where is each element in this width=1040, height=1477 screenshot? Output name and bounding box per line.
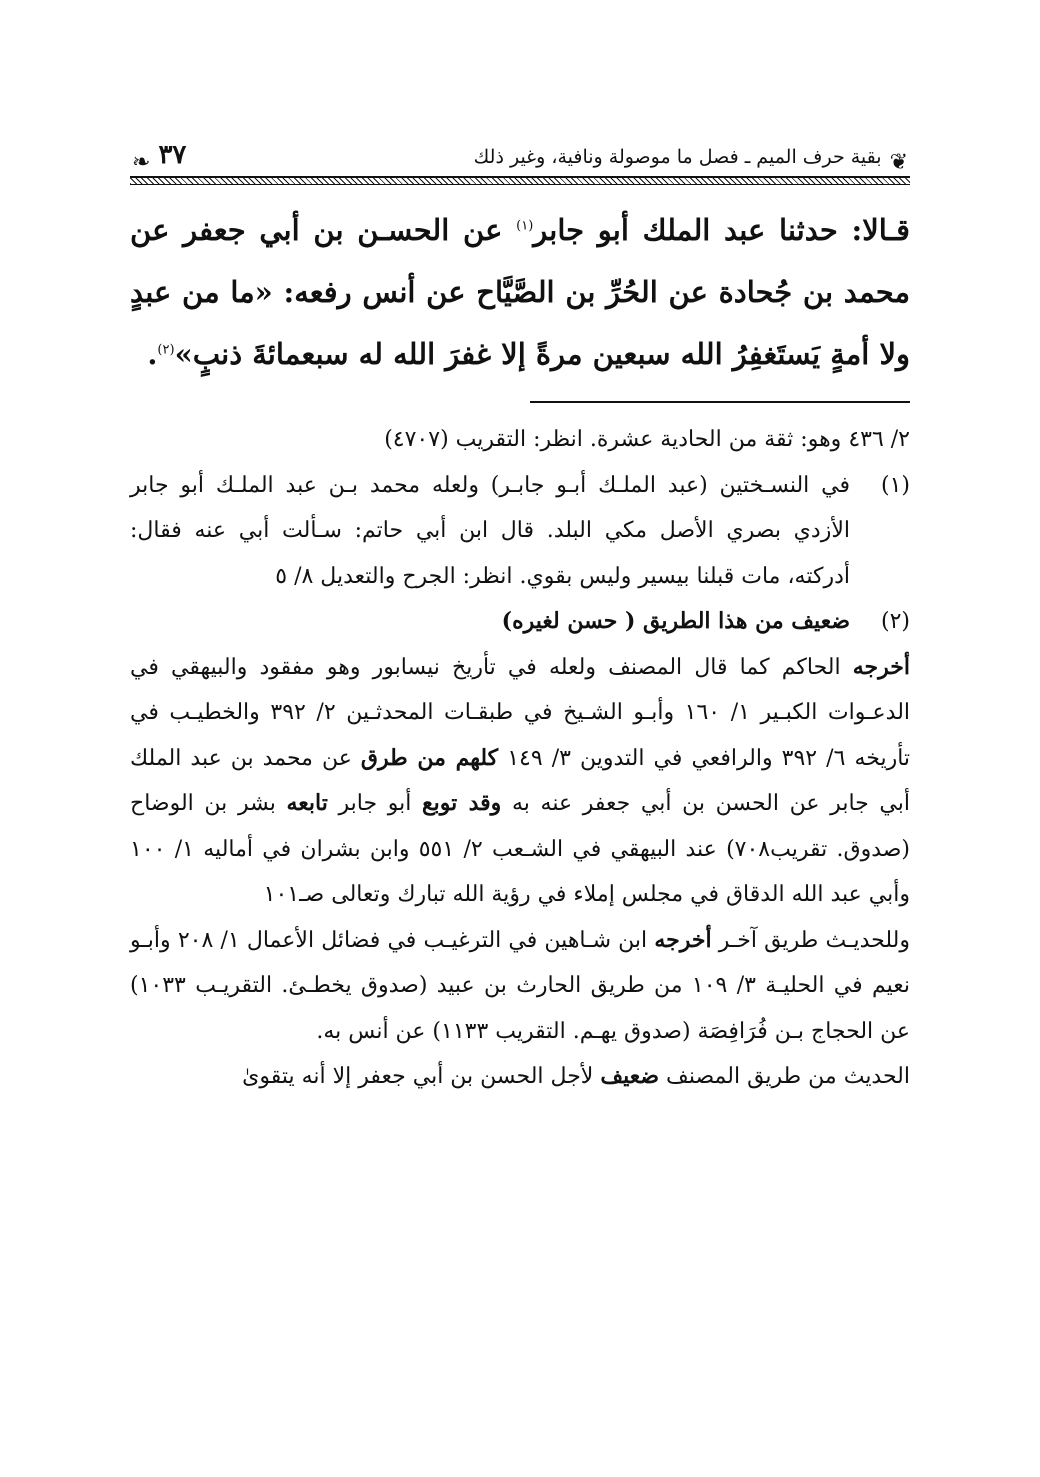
ornament-left-icon: ❧	[132, 150, 151, 175]
main-text	[130, 199, 910, 385]
footnote-text: في النسـختين (عبد الملـك أبـو جابـر) ولعله محمد بـن عبد الملـك أبو جابر الأزدي بصري الأصل مكي البلد. قال ابن أبي حاتم: سـألت أبي عنه فقال: أدركته، مات قبلنا بيسير وليس بقوي. انظر: الجرح والتعديل ٨/ ٥	[130, 472, 850, 589]
text-span: أخرجه	[654, 926, 712, 953]
footnote-paragraph	[130, 1054, 910, 1100]
footnote-paragraph	[130, 918, 910, 1055]
header-rule	[130, 176, 910, 185]
text-span: لأجل الحسن بن أبي جعفر إلا أنه يتقوىٰ	[242, 1064, 601, 1089]
text-span: الحديث من طريق المصنف	[659, 1064, 910, 1089]
footnote-continuation: ٢/ ٤٣٦ وهو: ثقة من الحادية عشرة. انظر: التقريب (٤٧٠٧)	[384, 427, 910, 452]
text-span: عن محمد بن عبد الملك أبي جابر عن الحسن بن أبي جعفر عنه به	[130, 745, 910, 816]
text-span: تابعه	[286, 790, 328, 816]
text-span: ضعيف	[600, 1063, 660, 1089]
footnote-2	[130, 599, 910, 645]
ornament-right-icon: ❦	[889, 150, 908, 175]
text-span: وقد توبع	[421, 790, 502, 816]
text-span: كلهم من طرق	[360, 744, 499, 771]
main-text-part: .	[147, 337, 158, 371]
footnotes	[130, 417, 910, 1100]
text-span: أبو جابر	[327, 791, 422, 816]
page-header	[130, 128, 910, 174]
running-title: بقية حرف الميم ـ فصل ما موصولة ونافية، وغير ذلك	[473, 146, 882, 168]
footnote-ref-1[interactable]: (١)	[516, 218, 534, 234]
page-number: ٣٧	[158, 140, 187, 170]
footnote-1	[130, 463, 910, 600]
footnote-number: (٢)	[880, 609, 910, 634]
text-span: بشر بن الوضاح (صدوق. تقريب٧٠٨) عند البيهقي في الشـعب ٢/ ٥٥١ وابن بشران في أماليه ١/ ١٠٠ وأبي عبد الله الدقاق في مجلس إملاء في رؤية الله تبارك وتعالى صـ١٠١	[130, 791, 911, 907]
main-text-part: قـالا: حدثنا عبد الملك أبو جابر	[533, 213, 910, 247]
text-span: أخرجه	[852, 653, 910, 680]
footnote-grade: ضعيف من هذا الطريق ( حسن لغيره)	[501, 608, 850, 634]
main-text-part: عن الحسـن بن أبي جعفر عن محمد بن جُحادة عن الحُرِّ بن الصَّيَّاح عن أنس رفعه: «ما من عبدٍ ولا أمةٍ يَستَغفِرُ الله سبعين مرةً إلا غفرَ الله له سبعمائةَ ذنبٍ»	[130, 213, 910, 371]
text-span: وللحديـث طريق آخـر	[711, 927, 910, 953]
text-span: ابن شـاهين في الترغيـب في فضائل الأعمال ١/ ٢٠٨ وأبـو نعيم في الحليـة ٣/ ١٠٩ من طريق الحارث بن عبيد (صدوق يخطـئ. التقريـب ١٠٣٣) عن الحجاج بـن فُرَافِصَة (صدوق يهـم. التقريب ١١٣٣) عن أنس به.	[130, 927, 910, 1044]
text-span: الحاكم كما قال المصنف ولعله في تأريخ نيسابور وهو مفقود والبيهقي في الدعـوات الكبـير ١/ ١٦٠ وأبـو الشـيخ في طبقـات المحدثـين ٢/ ٣٩٢ والخطيـب في تأريخه ٦/ ٣٩٢ والرافعي في التدوين ٣/ ١٤٩	[130, 654, 911, 771]
footnote-separator	[530, 401, 910, 403]
page	[130, 128, 910, 1100]
footnote-number: (١)	[880, 472, 910, 498]
footnote-ref-2[interactable]: (٢)	[157, 342, 175, 358]
footnote-paragraph	[130, 645, 910, 918]
